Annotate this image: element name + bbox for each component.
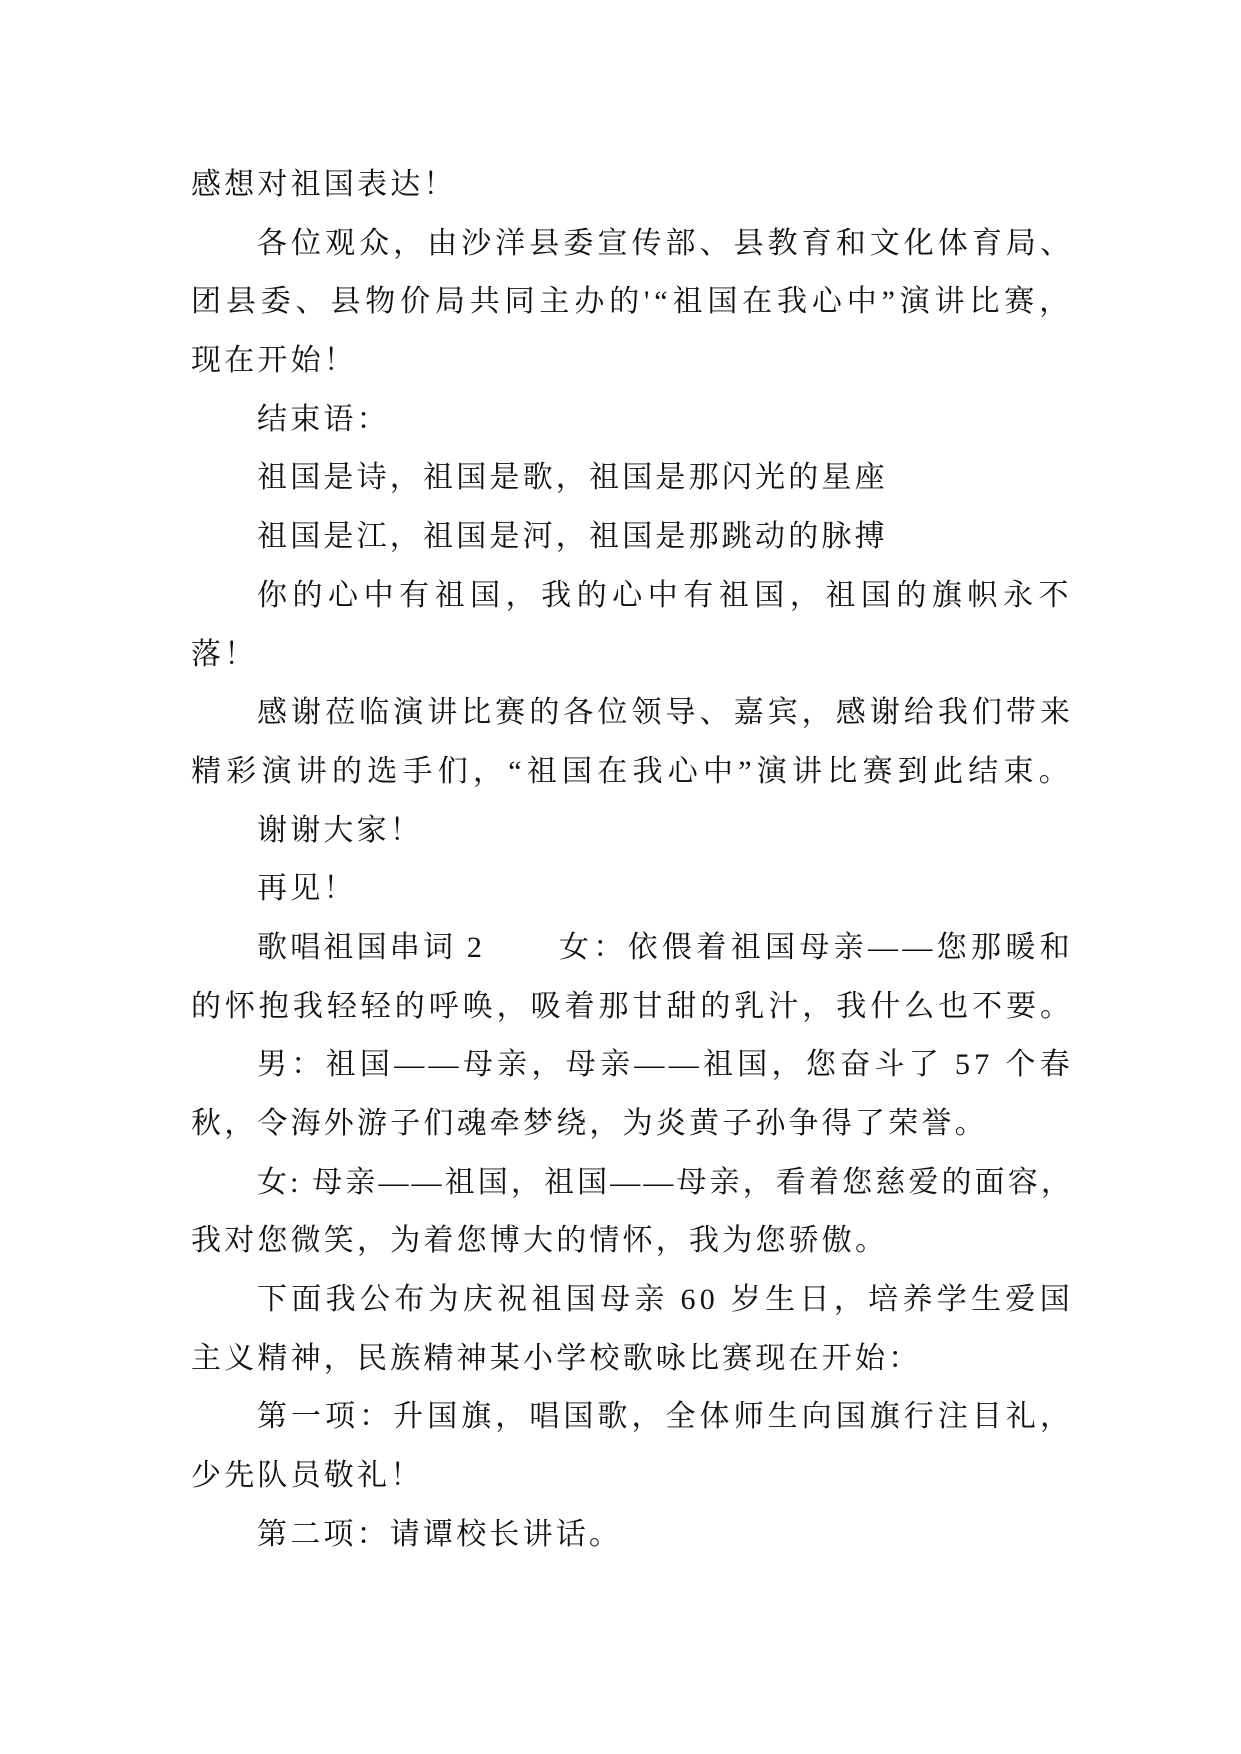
text-line <box>191 743 1074 802</box>
section-title: 歌唱祖国串词 2 <box>257 930 486 964</box>
line-text: 女: 母亲——祖国，祖国——母亲，看着您慈爱的面容， <box>257 1165 1074 1199</box>
text-line <box>191 332 1074 391</box>
line-text: 谢谢大家！ <box>257 813 423 847</box>
text-line <box>191 860 1074 919</box>
text-line <box>191 273 1074 332</box>
text-line <box>191 449 1074 508</box>
line-text: 第二项：请谭校长讲话。 <box>257 1517 623 1551</box>
line-text: 感谢莅临演讲比赛的各位领导、嘉宾，感谢给我们带来 <box>257 696 1074 730</box>
line-text: 结束语： <box>257 402 390 436</box>
text-line <box>191 567 1074 626</box>
line-text: 下面我公布为庆祝祖国母亲 60 岁生日，培养学生爱国 <box>257 1283 1074 1317</box>
text-line <box>191 1330 1074 1389</box>
text-line <box>191 1095 1074 1154</box>
text-line <box>191 919 1074 978</box>
line-text: 感想对祖国表达！ <box>191 168 457 201</box>
text-line-continuation <box>559 919 1074 978</box>
line-text: 主义精神，民族精神某小学校歌咏比赛现在开始： <box>191 1341 922 1375</box>
text-line <box>191 1447 1074 1506</box>
line-text: 你的心中有祖国，我的心中有祖国，祖国的旗帜永不 <box>257 578 1074 612</box>
line-text: 再见！ <box>257 872 357 906</box>
line-text: 我对您微笑，为着您博大的情怀，我为您骄傲。 <box>191 1224 889 1258</box>
text-line <box>191 156 1074 215</box>
line-text: 现在开始！ <box>191 344 357 378</box>
text-line <box>191 1036 1074 1095</box>
line-text: 落！ <box>191 637 258 671</box>
line-text: 少先队员敬礼！ <box>191 1459 424 1493</box>
text-line <box>191 626 1074 685</box>
line-text: 男：祖国——母亲，母亲——祖国，您奋斗了 57 个春 <box>257 1048 1074 1082</box>
line-text: 秋，令海外游子们魂牵梦绕，为炎黄子孙争得了荣誉。 <box>191 1107 988 1140</box>
text-line <box>191 391 1074 450</box>
line-text: 团县委、县物价局共同主办的'“祖国在我心中”演讲比赛， <box>191 285 1074 319</box>
text-line <box>191 1271 1074 1330</box>
line-text: 女：依偎着祖国母亲——您那暖和 <box>559 930 1074 964</box>
text-line <box>191 684 1074 743</box>
line-text: 精彩演讲的选手们，“祖国在我心中”演讲比赛到此结束。 <box>191 754 1074 788</box>
text-line <box>191 1212 1074 1271</box>
line-text: 第一项：升国旗，唱国歌，全体师生向国旗行注目礼， <box>257 1400 1074 1434</box>
line-text: 的怀抱我轻轻的呼唤，吸着那甘甜的乳汁，我什么也不要。 <box>191 989 1074 1023</box>
text-line <box>191 215 1074 274</box>
text-line <box>191 508 1074 567</box>
document-body <box>191 156 1074 1565</box>
line-text: 祖国是江，祖国是河，祖国是那跳动的脉搏 <box>257 520 888 554</box>
line-text: 各位观众，由沙洋县委宣传部、县教育和文化体育局、 <box>257 226 1074 260</box>
text-line <box>191 1506 1074 1565</box>
text-line <box>191 1154 1074 1213</box>
text-line <box>191 1388 1074 1447</box>
text-line <box>191 802 1074 861</box>
line-text: 祖国是诗，祖国是歌，祖国是那闪光的星座 <box>257 461 888 495</box>
text-line <box>191 978 1074 1037</box>
